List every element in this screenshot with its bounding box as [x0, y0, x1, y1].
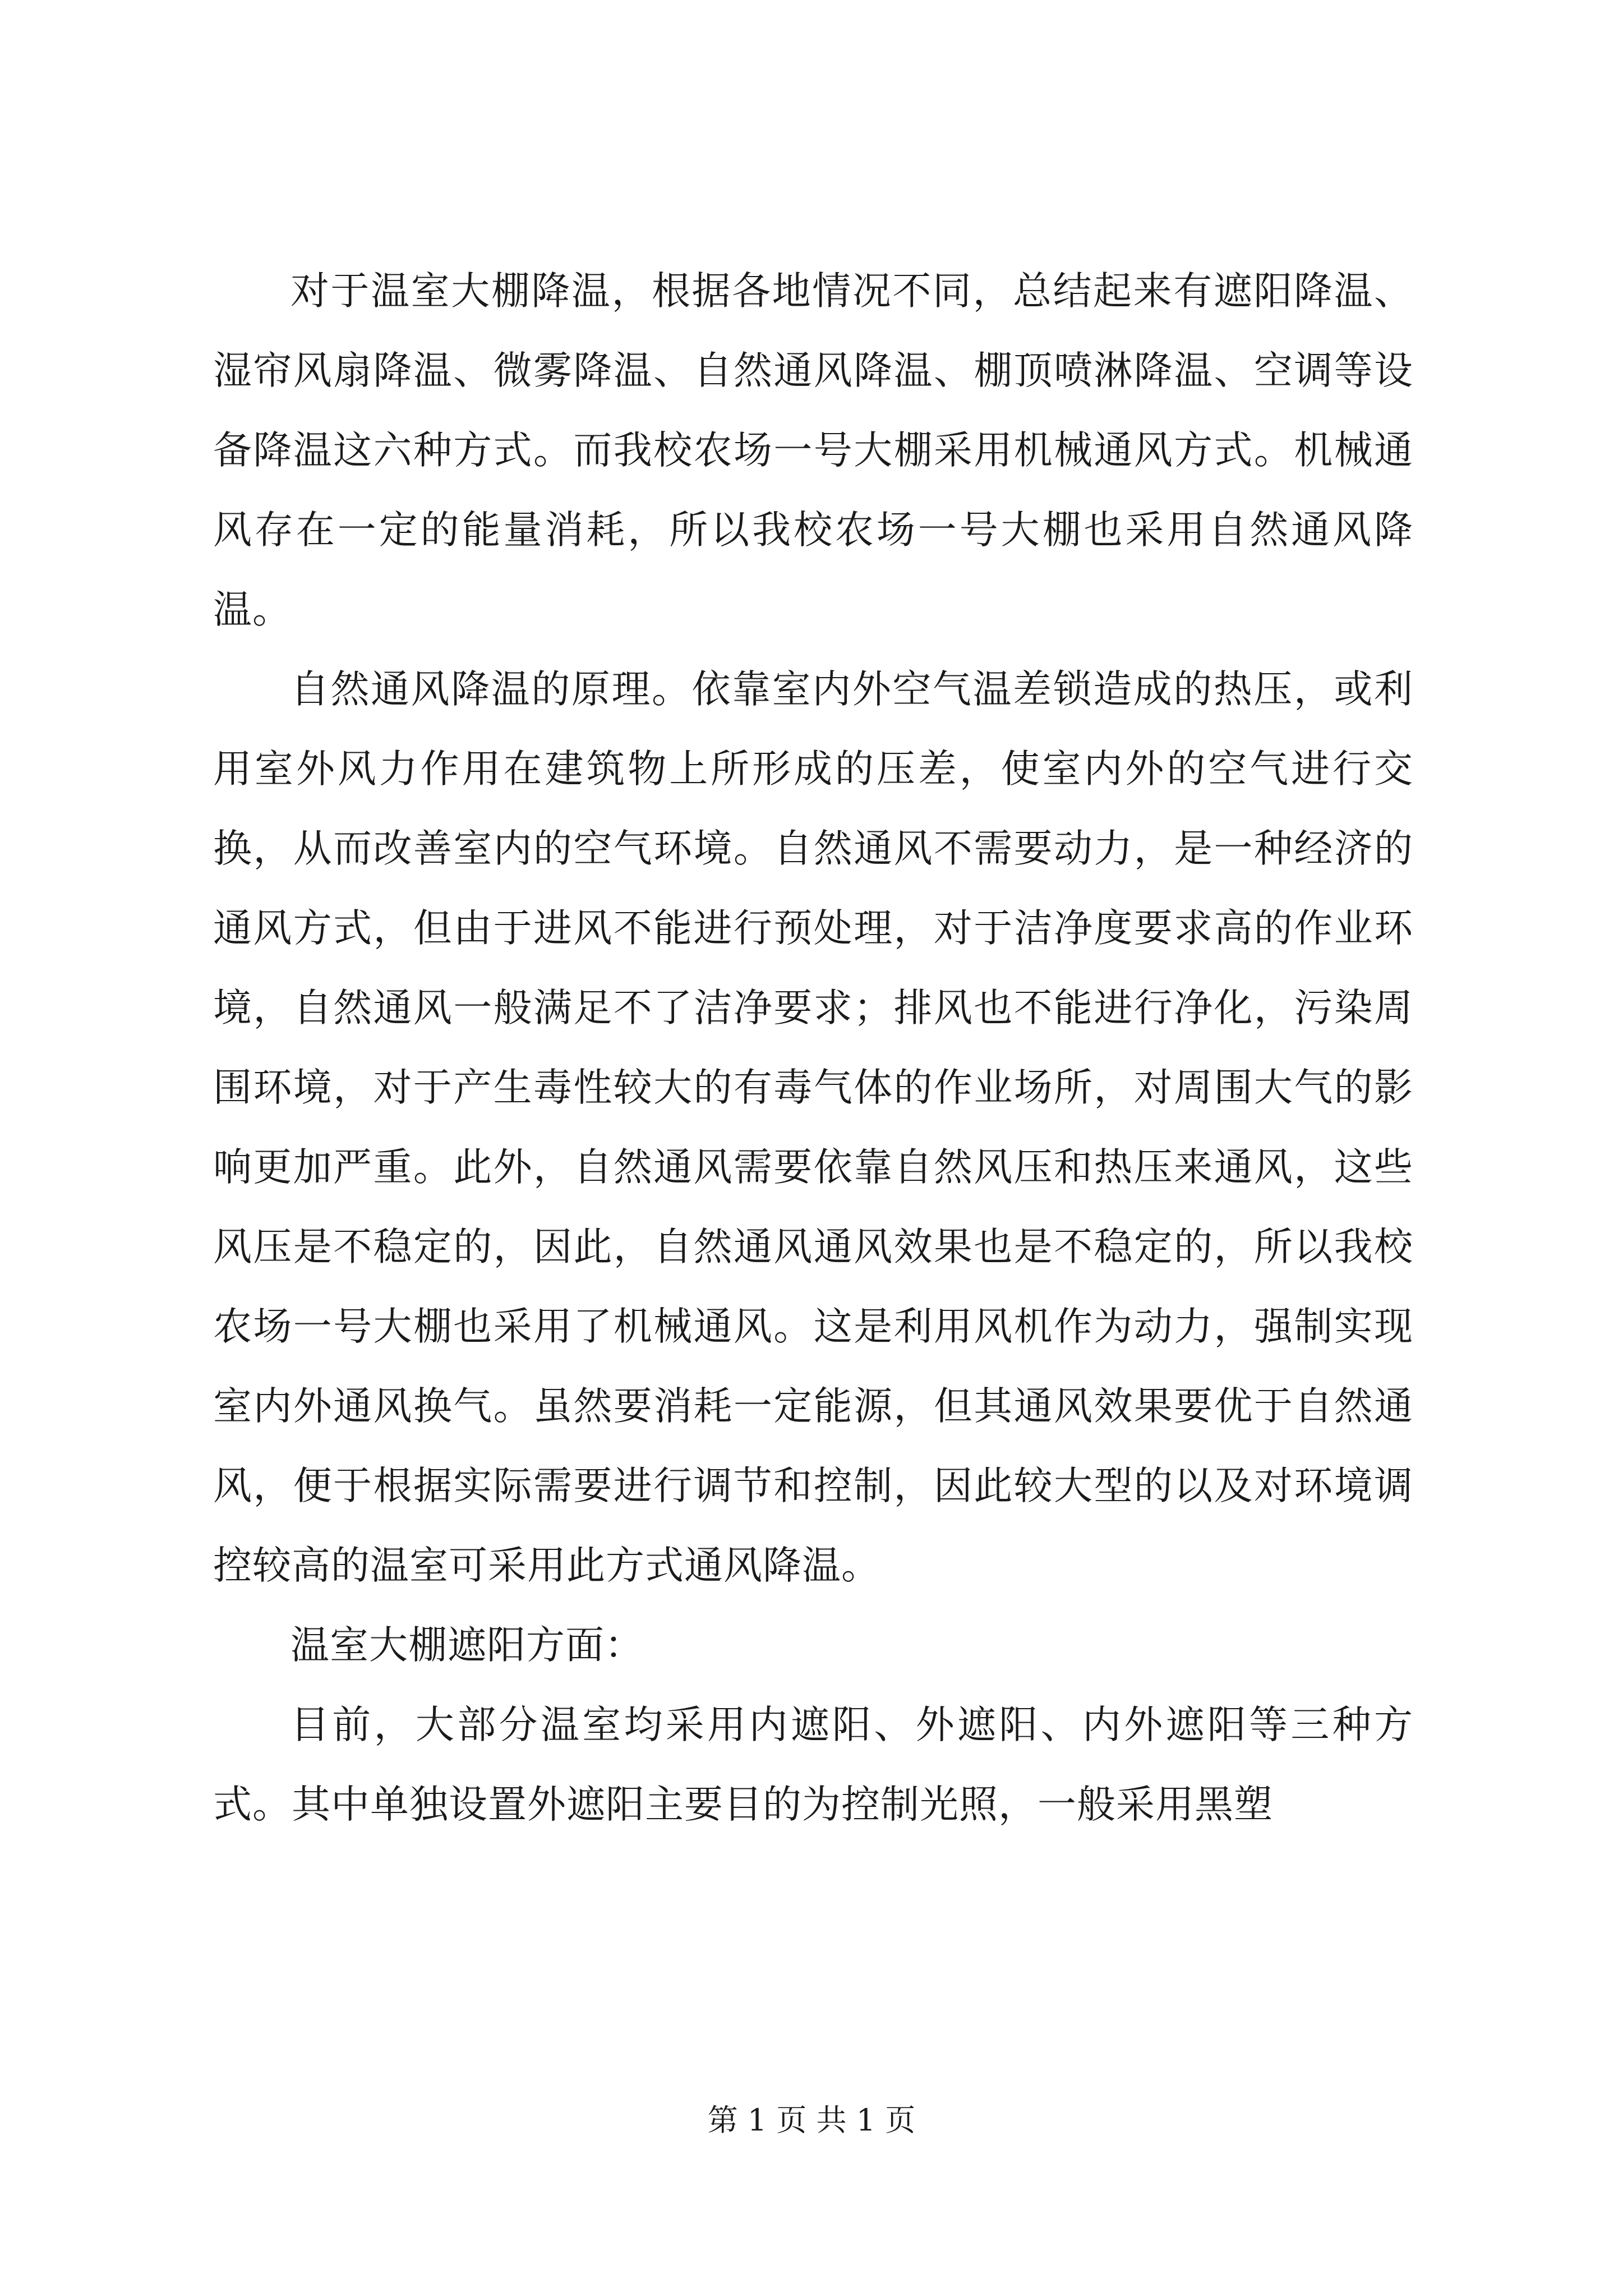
page-footer: 第 1 页 共 1 页 [707, 2102, 916, 2138]
document-body [213, 251, 1413, 1844]
paragraph-1: 对于温室大棚降温，根据各地情况不同，总结起来有遮阳降温、湿帘风扇降温、微雾降温、自然通风降温、棚顶喷淋降温、空调等设备降温这六种方式。而我校农场一号大棚采用机械通风方式。机械通风存在一定的能量消耗，所以我校农场一号大棚也采用自然通风降温。 [213, 269, 1413, 632]
paragraph-4: 目前，大部分温室均采用内遮阳、外遮阳、内外遮阳等三种方式。其中单独设置外遮阳主要目的为控制光照，一般采用黑塑 [213, 1703, 1413, 1827]
paragraph-2: 自然通风降温的原理。依靠室内外空气温差锁造成的热压，或利用室外风力作用在建筑物上所形成的压差，使室内外的空气进行交换，从而改善室内的空气环境。自然通风不需要动力，是一种经济的通风方式，但由于进风不能进行预处理，对于洁净度要求高的作业环境，自然通风一般满足不了洁净要求；排风也不能进行净化，污染周围环境，对于产生毒性较大的有毒气体的作业场所，对周围大气的影响更加严重。此外，自然通风需要依靠自然风压和热压来通风，这些风压是不稳定的，因此，自然通风通风效果也是不稳定的，所以我校农场一号大棚也采用了机械通风。这是利用风机作为动力，强制实现室内外通风换气。虽然要消耗一定能源，但其通风效果要优于自然通风，便于根据实际需要进行调节和控制，因此较大型的以及对环境调控较高的温室可采用此方式通风降温。 [213, 667, 1413, 1588]
paragraph-3: 温室大棚遮阳方面： [291, 1623, 644, 1668]
